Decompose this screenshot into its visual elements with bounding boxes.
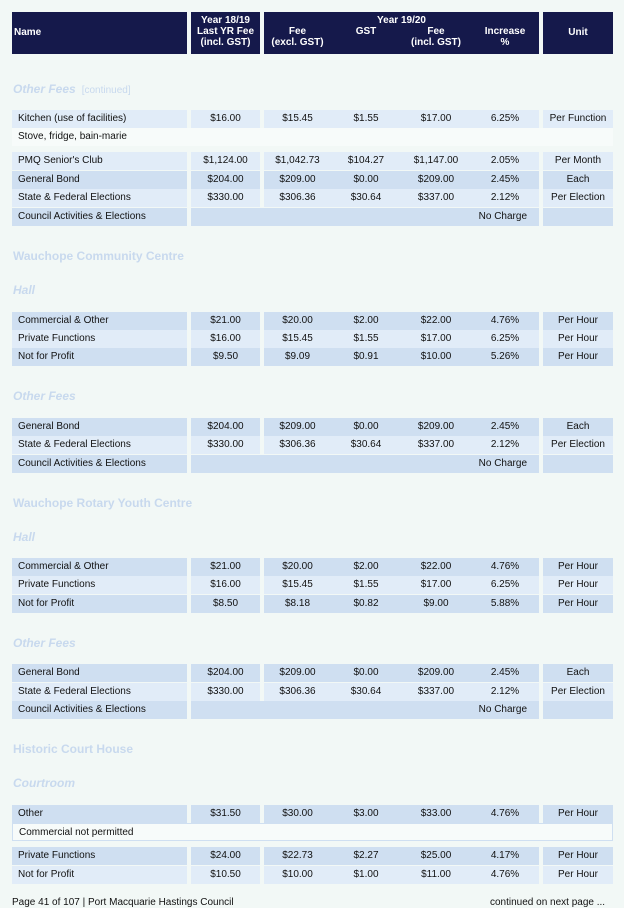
fee-excl-gst: $209.00 [264, 171, 331, 189]
last-year-fee: $24.00 [191, 847, 260, 865]
gst-amount: $0.91 [331, 348, 401, 366]
fee-name: Commercial & Other [12, 558, 187, 576]
header-unit [543, 12, 613, 54]
fee-row [0, 595, 624, 613]
fee-unit: Per Hour [543, 348, 613, 366]
increase-percent: 6.25% [471, 330, 539, 348]
increase-percent: 6.25% [471, 576, 539, 594]
fee-row [0, 312, 624, 330]
fee-row [0, 152, 624, 170]
fee-incl-gst: $1,147.00 [401, 152, 471, 170]
gst-amount: $1.55 [331, 110, 401, 128]
section-title-hall: Hall [13, 283, 36, 297]
fee-excl-gst: $15.45 [264, 110, 331, 128]
gst-amount: $30.64 [331, 189, 401, 207]
no-charge-label: No Charge [191, 701, 539, 719]
fee-unit: Per Hour [543, 576, 613, 594]
section-title-historic-court-house: Historic Court House [13, 742, 134, 756]
section-title-other-fees: Other Fees [13, 389, 76, 403]
last-year-fee: $1,124.00 [191, 152, 260, 170]
fee-excl-gst: $209.00 [264, 418, 331, 436]
fee-row [0, 436, 624, 454]
fee-unit: Per Election [543, 683, 613, 701]
last-year-fee: $21.00 [191, 558, 260, 576]
increase-percent: 4.76% [471, 866, 539, 884]
fee-row [0, 683, 624, 701]
fee-excl-gst: $306.36 [264, 189, 331, 207]
fee-unit [543, 701, 613, 719]
gst-amount: $1.00 [331, 866, 401, 884]
header-gst [331, 26, 401, 37]
gst-amount: $1.55 [331, 330, 401, 348]
fee-excl-gst: $15.45 [264, 576, 331, 594]
fee-row [0, 805, 624, 823]
fee-excl-gst: $306.36 [264, 436, 331, 454]
header-fee-incl [401, 26, 471, 48]
fee-row [0, 866, 624, 884]
increase-percent: 4.76% [471, 558, 539, 576]
increase-percent: 2.05% [471, 152, 539, 170]
fee-row [0, 348, 624, 366]
gst-amount: $1.55 [331, 576, 401, 594]
fee-incl-gst: $10.00 [401, 348, 471, 366]
increase-percent: 5.26% [471, 348, 539, 366]
gst-amount: $0.00 [331, 418, 401, 436]
note-row [0, 128, 624, 146]
fee-name: Not for Profit [12, 595, 187, 613]
fee-name: Council Activities & Elections [12, 701, 187, 719]
last-year-fee: $31.50 [191, 805, 260, 823]
header-fee-excl-line1: Fee [288, 26, 307, 37]
last-year-fee: $16.00 [191, 110, 260, 128]
fee-unit: Per Hour [543, 847, 613, 865]
no-charge-label: No Charge [191, 208, 539, 226]
header-name [12, 12, 187, 54]
fee-incl-gst: $22.00 [401, 312, 471, 330]
section-title-courtroom: Courtroom [13, 776, 75, 790]
fee-unit: Each [543, 664, 613, 682]
continued-label: [continued] [81, 85, 131, 96]
gst-amount: $2.00 [331, 558, 401, 576]
header-increase-line1: Increase [484, 26, 526, 37]
fee-unit: Per Hour [543, 330, 613, 348]
fee-name: Other [12, 805, 187, 823]
last-year-fee: $204.00 [191, 171, 260, 189]
fee-row [0, 701, 624, 719]
fee-incl-gst: $17.00 [401, 576, 471, 594]
header-gst-label: GST [355, 26, 377, 37]
fee-name: General Bond [12, 418, 187, 436]
fee-name: Private Functions [12, 576, 187, 594]
section-title-text: Other Fees [13, 82, 76, 96]
fee-unit [543, 455, 613, 473]
fee-excl-gst: $20.00 [264, 558, 331, 576]
fee-incl-gst: $209.00 [401, 664, 471, 682]
gst-amount: $0.00 [331, 171, 401, 189]
fee-incl-gst: $11.00 [401, 866, 471, 884]
gst-amount: $2.00 [331, 312, 401, 330]
increase-percent: 2.45% [471, 664, 539, 682]
header-fee-incl-line1: Fee [427, 26, 445, 37]
fee-name: Council Activities & Elections [12, 208, 187, 226]
no-charge-label: No Charge [191, 455, 539, 473]
section-title-wauchope-community-centre: Wauchope Community Centre [13, 249, 184, 263]
fee-unit: Each [543, 418, 613, 436]
fee-row [0, 189, 624, 207]
fee-incl-gst: $33.00 [401, 805, 471, 823]
header-fee-excl-line2: (excl. GST) [271, 37, 324, 48]
note-text: Commercial not permitted [12, 823, 613, 841]
fee-name: Private Functions [12, 330, 187, 348]
last-year-fee: $204.00 [191, 664, 260, 682]
fee-name: General Bond [12, 664, 187, 682]
increase-percent: 6.25% [471, 110, 539, 128]
note-row [0, 823, 624, 841]
fee-row [0, 330, 624, 348]
fee-unit: Per Hour [543, 595, 613, 613]
section-title-other-fees: Other Fees [13, 636, 76, 650]
header-last-year-line2: Last YR Fee [196, 26, 255, 37]
gst-amount: $0.82 [331, 595, 401, 613]
fee-name: General Bond [12, 171, 187, 189]
increase-percent: 4.76% [471, 312, 539, 330]
fee-excl-gst: $10.00 [264, 866, 331, 884]
gst-amount: $30.64 [331, 436, 401, 454]
fee-incl-gst: $337.00 [401, 436, 471, 454]
last-year-fee: $21.00 [191, 312, 260, 330]
fee-excl-gst: $15.45 [264, 330, 331, 348]
fee-unit: Per Hour [543, 805, 613, 823]
increase-percent: 4.17% [471, 847, 539, 865]
section-title-hall: Hall [13, 530, 36, 544]
fee-unit: Per Election [543, 189, 613, 207]
header-last-year-line3: (incl. GST) [200, 37, 251, 48]
fee-unit: Per Election [543, 436, 613, 454]
fee-excl-gst: $8.18 [264, 595, 331, 613]
fee-name: Council Activities & Elections [12, 455, 187, 473]
fee-row [0, 110, 624, 128]
fee-incl-gst: $9.00 [401, 595, 471, 613]
last-year-fee: $10.50 [191, 866, 260, 884]
fee-row [0, 171, 624, 189]
header-last-year-line1: Year 18/19 [201, 15, 250, 26]
fee-incl-gst: $337.00 [401, 189, 471, 207]
increase-percent: 2.45% [471, 171, 539, 189]
increase-percent: 5.88% [471, 595, 539, 613]
fee-excl-gst: $306.36 [264, 683, 331, 701]
fee-incl-gst: $22.00 [401, 558, 471, 576]
last-year-fee: $330.00 [191, 189, 260, 207]
fee-incl-gst: $209.00 [401, 171, 471, 189]
fee-name: State & Federal Elections [12, 683, 187, 701]
last-year-fee: $9.50 [191, 348, 260, 366]
fee-incl-gst: $17.00 [401, 110, 471, 128]
fee-incl-gst: $25.00 [401, 847, 471, 865]
fee-name: State & Federal Elections [12, 189, 187, 207]
header-fee-excl [264, 26, 331, 48]
continued-next-page: continued on next page ... [490, 897, 606, 908]
last-year-fee: $8.50 [191, 595, 260, 613]
fee-name: Private Functions [12, 847, 187, 865]
fee-name: State & Federal Elections [12, 436, 187, 454]
fee-row [0, 847, 624, 865]
fee-unit: Per Hour [543, 866, 613, 884]
fee-row [0, 418, 624, 436]
note-text: Stove, fridge, bain-marie [12, 128, 613, 146]
fee-row [0, 208, 624, 226]
last-year-fee: $16.00 [191, 576, 260, 594]
fee-row [0, 455, 624, 473]
section-title-other-fees [13, 82, 131, 96]
fee-excl-gst: $30.00 [264, 805, 331, 823]
header-increase-line2: % [500, 37, 510, 48]
increase-percent: 2.12% [471, 436, 539, 454]
fee-incl-gst: $337.00 [401, 683, 471, 701]
header-name-label: Name [14, 27, 42, 38]
last-year-fee: $204.00 [191, 418, 260, 436]
fee-name: Kitchen (use of facilities) [12, 110, 187, 128]
increase-percent: 4.76% [471, 805, 539, 823]
fee-excl-gst: $1,042.73 [264, 152, 331, 170]
fee-unit [543, 208, 613, 226]
fee-name: Commercial & Other [12, 312, 187, 330]
fee-incl-gst: $209.00 [401, 418, 471, 436]
fee-unit: Each [543, 171, 613, 189]
fee-excl-gst: $20.00 [264, 312, 331, 330]
fee-row [0, 664, 624, 682]
increase-percent: 2.12% [471, 683, 539, 701]
header-fee-incl-line2: (incl. GST) [411, 37, 461, 48]
gst-amount: $0.00 [331, 664, 401, 682]
fee-unit: Per Hour [543, 558, 613, 576]
header-year-title: Year 19/20 [377, 15, 426, 26]
gst-amount: $3.00 [331, 805, 401, 823]
last-year-fee: $330.00 [191, 436, 260, 454]
fee-unit: Per Month [543, 152, 613, 170]
increase-percent: 2.45% [471, 418, 539, 436]
last-year-fee: $330.00 [191, 683, 260, 701]
fee-name: Not for Profit [12, 348, 187, 366]
fee-unit: Per Hour [543, 312, 613, 330]
header-unit-label: Unit [568, 27, 588, 38]
fee-excl-gst: $9.09 [264, 348, 331, 366]
fee-row [0, 558, 624, 576]
fee-excl-gst: $209.00 [264, 664, 331, 682]
fee-row [0, 576, 624, 594]
page-footer-info: Page 41 of 107 | Port Macquarie Hastings Council [12, 897, 234, 908]
fee-name: Not for Profit [12, 866, 187, 884]
increase-percent: 2.12% [471, 189, 539, 207]
fee-incl-gst: $17.00 [401, 330, 471, 348]
last-year-fee: $16.00 [191, 330, 260, 348]
section-title-wauchope-rotary-youth-centre: Wauchope Rotary Youth Centre [13, 496, 193, 510]
gst-amount: $30.64 [331, 683, 401, 701]
fee-excl-gst: $22.73 [264, 847, 331, 865]
gst-amount: $2.27 [331, 847, 401, 865]
fee-unit: Per Function [543, 110, 613, 128]
header-last-year [191, 12, 260, 54]
gst-amount: $104.27 [331, 152, 401, 170]
header-year [264, 12, 539, 54]
fee-name: PMQ Senior's Club [12, 152, 187, 170]
header-increase [471, 26, 539, 48]
